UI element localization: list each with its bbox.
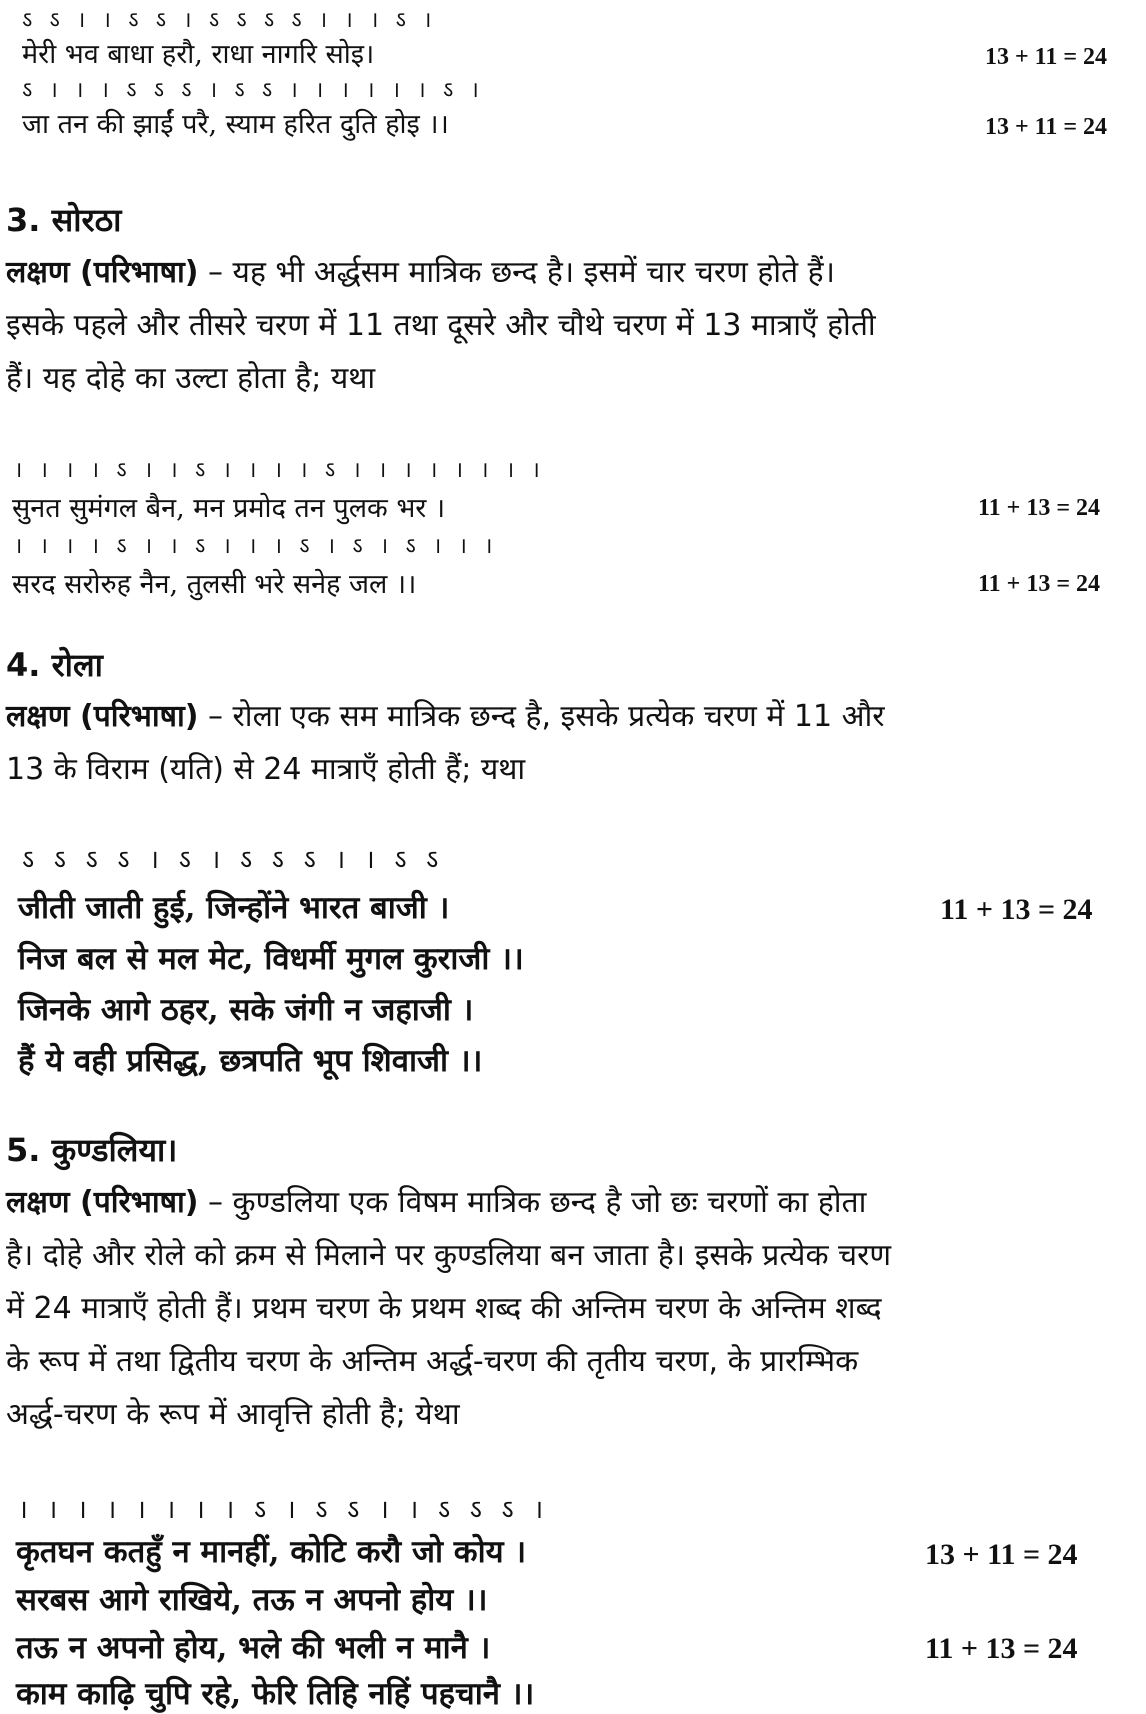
section-heading-kundaliya: 5. कुण्डलिया। <box>6 1131 178 1169</box>
matra-count: 11 + 13 = 24 <box>940 893 1093 926</box>
scansion-marks: ऽ । । । ऽ ऽ ऽ । ऽ ऽ । । । । । । ऽ । <box>22 78 481 103</box>
verse-line: कृतघन कतहुँ न मानहीं, कोटि करौ जो कोय । <box>16 1534 527 1570</box>
verse-line: हैं ये वही प्रसिद्ध, छत्रपति भूप शिवाजी ।। <box>18 1043 483 1079</box>
definition-label: लक्षण (परिभाषा) <box>6 255 199 290</box>
scansion-marks: । । । । ऽ । । ऽ । । । ऽ । ऽ । ऽ । । । <box>14 534 495 559</box>
matra-count: 13 + 11 = 24 <box>985 44 1108 70</box>
verse-line: जिनके आगे ठहर, सके जंगी न जहाजी । <box>18 992 474 1028</box>
section-heading-soratha: 3. सोरठा <box>6 201 122 239</box>
verse-line: जा तन की झाईं परै, स्याम हरित दुति होइ ।। <box>22 109 449 140</box>
verse-line: काम काढ़ि चुपि रहे, फेरि तिहि नहिं पहचानै ।। <box>16 1676 535 1712</box>
scansion-marks: । । । । ऽ । । ऽ । । । । ऽ । । । । । । । । <box>14 458 542 483</box>
definition-label: लक्षण (परिभाषा) <box>6 699 199 734</box>
verse-line: सरबस आगे राखिये, तऊ न अपनो होय ।। <box>16 1582 488 1618</box>
definition-label: लक्षण (परिभाषा) <box>6 1185 199 1220</box>
matra-count: 13 + 11 = 24 <box>985 114 1108 140</box>
verse-line: सुनत सुमंगल बैन, मन प्रमोद तन पुलक भर । <box>12 493 446 524</box>
verse-line: सरद सरोरुह नैन, तुलसी भरे सनेह जल ।। <box>12 569 417 600</box>
verse-line: मेरी भव बाधा हरौ, राधा नागरि सोइ। <box>22 39 375 70</box>
verse-line: तऊ न अपनो होय, भले की भली न मानै । <box>16 1630 491 1666</box>
verse-line: निज बल से मल मेट, विधर्मी मुगल कुराजी ।। <box>18 941 524 977</box>
matra-count: 13 + 11 = 24 <box>925 1538 1078 1571</box>
scansion-marks: । । । । । । । । ऽ । ऽ ऽ । । ऽ ऽ ऽ । <box>18 1495 546 1525</box>
matra-count: 11 + 13 = 24 <box>978 495 1101 521</box>
matra-count: 11 + 13 = 24 <box>978 571 1101 597</box>
section-heading-rola: 4. रोला <box>6 646 103 684</box>
verse-line: जीती जाती हुई, जिन्होंने भारत बाजी । <box>18 890 450 926</box>
matra-count: 11 + 13 = 24 <box>925 1632 1078 1665</box>
definition-paragraph: लक्षण (परिभाषा) – यह भी अर्द्धसम मात्रिक छन्द है। इसमें चार चरण होते हैं। इसके पहले और तीसरे चरण में 11 तथा दूसरे और चौथे चरण में 13 मात्राएँ होती हैं। यह दोहे का उल्टा होता है; यथा <box>6 255 876 396</box>
scansion-marks: ऽ ऽ ऽ ऽ । ऽ । ऽ ऽ ऽ । । ऽ ऽ <box>22 845 441 875</box>
scansion-marks: ऽ ऽ । । ऽ ऽ । ऽ ऽ ऽ ऽ । । । ऽ । <box>22 8 434 33</box>
definition-paragraph: लक्षण (परिभाषा) – रोला एक सम मात्रिक छन्द है, इसके प्रत्येक चरण में 11 और 13 के विराम (यति) से 24 मात्राएँ होती हैं; यथा <box>6 699 885 787</box>
definition-paragraph: लक्षण (परिभाषा) – कुण्डलिया एक विषम मात्रिक छन्द है जो छः चरणों का होता है। दोहे और रोले को क्रम से मिलाने पर कुण्डलिया बन जाता है। इसके प्रत्येक चरण में 24 मात्राएँ होती हैं। प्रथम चरण के प्रथम शब्द की अन्तिम चरण के अन्तिम शब्द के रूप में तथा द्वितीय चरण के अन्तिम अर्द्ध-चरण की तृतीय चरण, के प्रारम्भिक अर्द्ध-चरण के रूप में आवृत्ति होती है; येथा <box>6 1185 892 1432</box>
